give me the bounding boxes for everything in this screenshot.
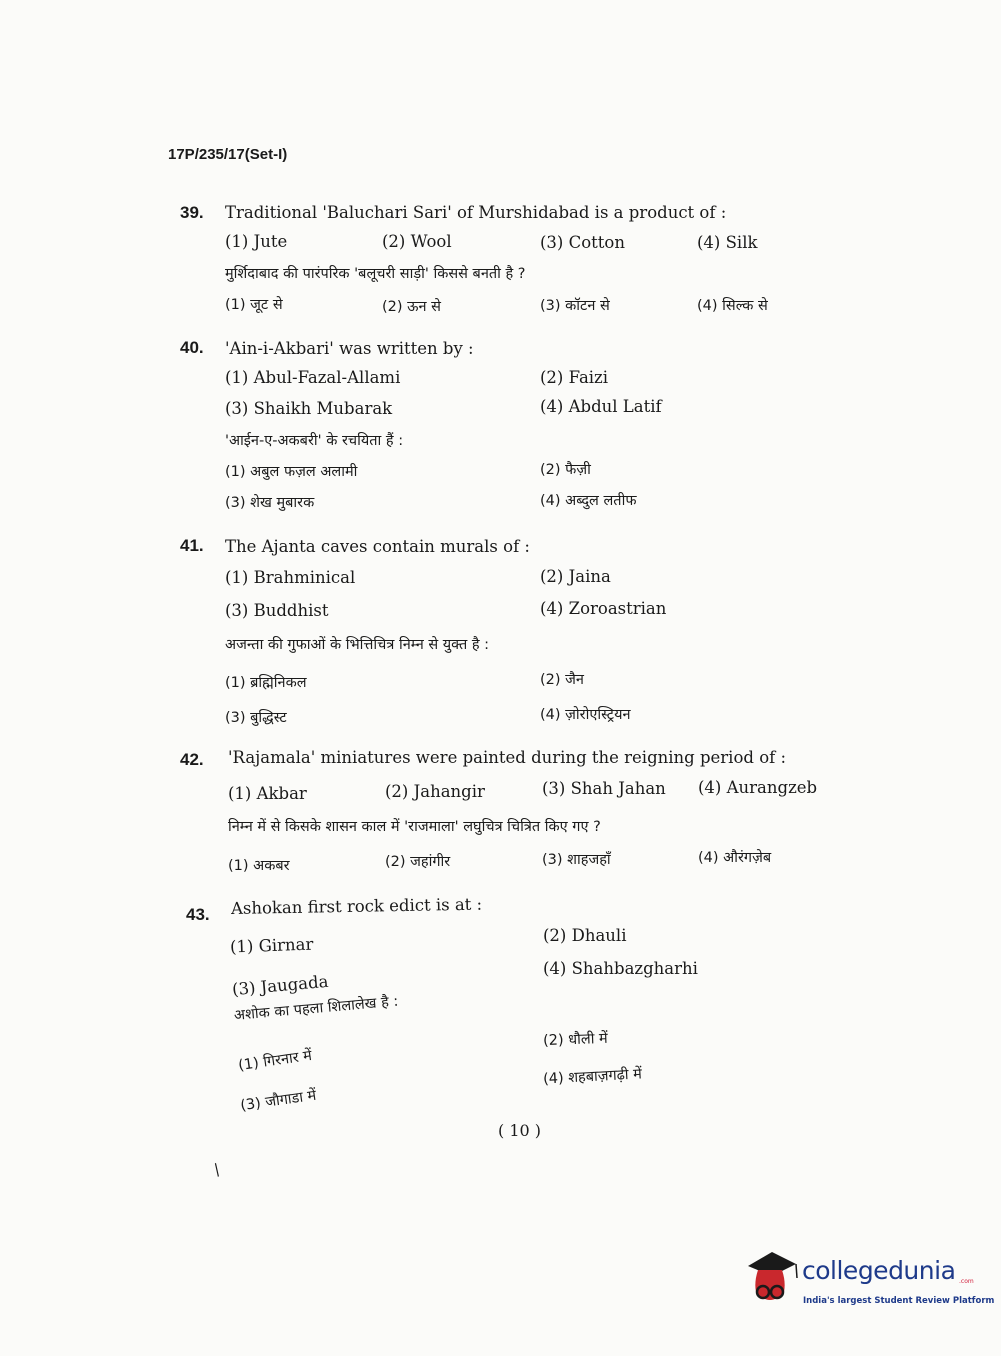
option-hi: (1) अकबर (228, 858, 290, 874)
option-hi: (3) बुद्धिस्ट (225, 710, 287, 726)
option-en: (4) Silk (697, 233, 758, 252)
option-hi: (2) ऊन से (382, 299, 441, 315)
brand-tagline: India's largest Student Review Platform (803, 1296, 995, 1306)
option-en: (4) Zoroastrian (540, 599, 667, 618)
option-en: (3) Cotton (540, 233, 625, 252)
question-text-en: Traditional 'Baluchari Sari' of Murshidabad is a product of : (225, 203, 727, 222)
option-hi: (2) जहांगीर (385, 854, 451, 870)
option-hi: (4) औरंगज़ेब (698, 850, 772, 866)
option-en: (1) Akbar (228, 784, 307, 803)
option-hi: (3) शेख मुबारक (225, 495, 315, 511)
option-en: (3) Jaugada (231, 971, 330, 1000)
option-hi: (1) ब्रह्मिनिकल (225, 675, 307, 691)
option-en: (2) Jaina (540, 567, 611, 586)
collegedunia-logo[interactable] (740, 1248, 995, 1318)
option-hi: (3) जौगाडा में (239, 1087, 318, 1115)
option-en: (1) Abul-Fazal-Allami (225, 368, 401, 387)
question-number: 43. (186, 905, 210, 924)
mascot-icon (740, 1248, 800, 1312)
question-number: 39. (180, 203, 204, 222)
option-hi: (1) अबुल फज़ल अलामी (225, 464, 358, 480)
option-en: (3) Shaikh Mubarak (225, 399, 393, 418)
option-en: (3) Buddhist (225, 601, 329, 620)
brand-name: collegedunia (802, 1256, 956, 1285)
question-text-hi: अशोक का पहला शिलालेख है : (233, 993, 399, 1024)
page-number: ( 10 ) (498, 1121, 542, 1140)
option-en: (1) Brahminical (225, 568, 356, 587)
option-en: (2) Jahangir (385, 782, 485, 801)
option-en: (4) Abdul Latif (540, 397, 662, 416)
option-hi: (1) गिरनार में (237, 1047, 313, 1075)
question-number: 41. (180, 536, 204, 555)
option-hi: (4) शहबाज़गढ़ी में (542, 1066, 643, 1088)
option-hi: (1) जूट से (225, 297, 283, 313)
question-text-hi: अजन्ता की गुफाओं के भित्तिचित्र निम्न से युक्त है : (225, 637, 490, 653)
option-hi: (2) फैज़ी (540, 462, 591, 478)
question-text-en: The Ajanta caves contain murals of : (225, 537, 530, 556)
question-number: 42. (180, 750, 204, 769)
option-hi: (3) कॉटन से (540, 298, 610, 314)
question-number: 40. (180, 338, 204, 357)
option-en: (2) Wool (382, 232, 452, 251)
question-text-en: 'Rajamala' miniatures were painted during the reigning period of : (228, 748, 787, 767)
question-text-hi: मुर्शिदाबाद की पारंपरिक 'बलूचरी साड़ी' किससे बनती है ? (225, 266, 526, 282)
paper-code: 17P/235/17(Set-I) (168, 146, 288, 163)
option-hi: (2) धौली में (542, 1030, 608, 1050)
question-text-en: 'Ain-i-Akbari' was written by : (225, 339, 474, 358)
option-en: (3) Shah Jahan (542, 779, 666, 798)
option-hi: (4) ज़ोरोएस्ट्रियन (540, 707, 631, 723)
option-en: (2) Dhauli (543, 926, 627, 945)
question-text-en: Ashokan first rock edict is at : (230, 894, 483, 918)
option-hi: (4) अब्दुल लतीफ (540, 493, 637, 509)
question-text-hi: 'आईन-ए-अकबरी' के रचयिता हैं : (225, 433, 404, 449)
option-en: (4) Shahbazgharhi (543, 959, 698, 978)
question-text-hi: निम्न में से किसके शासन काल में 'राजमाला' लघुचित्र चित्रित किए गए ? (228, 819, 601, 835)
option-en: (4) Aurangzeb (698, 778, 818, 797)
option-en: (1) Girnar (229, 934, 314, 957)
option-en: (2) Faizi (540, 368, 609, 387)
option-en: (1) Jute (225, 232, 288, 251)
option-hi: (4) सिल्क से (697, 298, 768, 314)
brand-domain: .com (959, 1278, 974, 1285)
option-hi: (3) शाहजहाँ (542, 852, 611, 868)
option-hi: (2) जैन (540, 672, 584, 688)
pen-mark: / (209, 1159, 224, 1180)
